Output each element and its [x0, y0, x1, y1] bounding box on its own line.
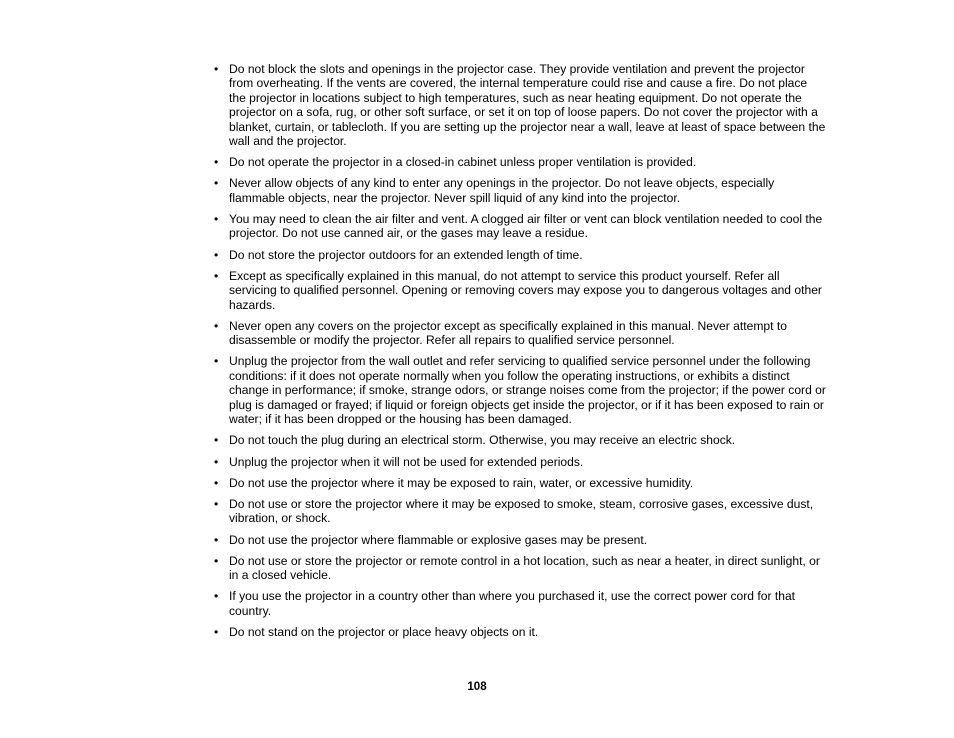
- bullet-icon: •: [214, 589, 219, 604]
- list-item: [214, 248, 826, 262]
- list-item-text: Do not stand on the projector or place heavy objects on it.: [229, 624, 539, 639]
- list-item-text: Unplug the projector from the wall outlet and refer servicing to qualified service personnel under the following conditions: if it does not operate normally when you follow the operating instructions, or exhibits a distinct change in performance; if smoke, strange odors, or strange noises come from the projector; if the power cord or plug is damaged or frayed; if liquid or foreign objects get inside the projector, or if it has been exposed to rain or water; if it has been dropped or the housing has been damaged.: [229, 354, 826, 427]
- list-item: [214, 62, 826, 148]
- list-item-text: Do not use the projector where it may be exposed to rain, water, or excessive humidity.: [229, 475, 694, 490]
- bullet-icon: •: [214, 354, 219, 369]
- list-item: [214, 354, 826, 426]
- bullet-icon: •: [214, 553, 219, 568]
- bullet-icon: •: [214, 454, 219, 469]
- bullet-icon: •: [214, 496, 219, 511]
- list-item-text: You may need to clean the air filter and vent. A clogged air filter or vent can block ventilation needed to cool the projector. Do not use canned air, or the gases may leave a residue.: [229, 212, 823, 241]
- bullet-icon: •: [214, 62, 219, 76]
- bullet-icon: •: [214, 268, 219, 283]
- bullet-icon: •: [214, 176, 219, 191]
- list-item-text: Do not block the slots and openings in the projector case. They provide ventilation and prevent the projector from overheating. If the vents are covered, the internal temperature could rise and cause a fire. Do not place the projector in locations subject to high temperatures, such as near heating equipment. Do not operate the projector on a sofa, rug, or other soft surface, or set it on top of loose papers. Do not cover the projector with a blanket, curtain, or tablecloth. If you are setting up the projector near a wall, leave at least of space between the wall and the projector.: [229, 62, 826, 149]
- document-body: [214, 62, 826, 646]
- bullet-icon: •: [214, 475, 219, 490]
- list-item: [214, 476, 826, 490]
- bullet-icon: •: [214, 247, 219, 262]
- list-item-text: If you use the projector in a country other than where you purchased it, use the correct power cord for that country.: [229, 589, 796, 618]
- list-item-text: Do not use or store the projector where it may be exposed to smoke, steam, corrosive gases, excessive dust, vibration, or shock.: [229, 496, 814, 526]
- safety-bullet-list: [214, 62, 826, 639]
- bullet-icon: •: [214, 532, 219, 547]
- page-number: 108: [467, 681, 487, 693]
- list-item-text: Do not use or store the projector or remote control in a hot location, such as near a heater, in direct sunlight, or in a closed vehicle.: [229, 553, 820, 583]
- list-item-text: Except as specifically explained in this manual, do not attempt to service this product yourself. Refer all servicing to qualified personnel. Opening or removing covers may expose you to dangerous voltages and other hazards.: [229, 268, 822, 312]
- list-item: [214, 155, 826, 169]
- list-item: [214, 176, 826, 205]
- bullet-icon: •: [214, 624, 219, 639]
- list-item: [214, 554, 826, 583]
- list-item-text: Do not operate the projector in a closed-in cabinet unless proper ventilation is provided.: [229, 155, 697, 170]
- bullet-icon: •: [214, 433, 219, 448]
- list-item: [214, 589, 826, 618]
- list-item: [214, 212, 826, 241]
- list-item: [214, 533, 826, 547]
- list-item: [214, 625, 826, 639]
- list-item: [214, 319, 826, 348]
- list-item-text: Do not use the projector where flammable or explosive gases may be present.: [229, 532, 648, 547]
- list-item: [214, 433, 826, 447]
- list-item-text: Do not store the projector outdoors for an extended length of time.: [229, 247, 583, 262]
- bullet-icon: •: [214, 212, 219, 227]
- list-item: [214, 497, 826, 526]
- list-item-text: Never open any covers on the projector except as specifically explained in this manual. Never attempt to disassemble or modify the projector. Refer all repairs to qualified service personnel.: [229, 318, 787, 348]
- list-item-text: Unplug the projector when it will not be used for extended periods.: [229, 454, 584, 469]
- bullet-icon: •: [214, 155, 219, 170]
- list-item: [214, 269, 826, 312]
- list-item: [214, 455, 826, 469]
- list-item-text: Do not touch the plug during an electrical storm. Otherwise, you may receive an electric shock.: [229, 433, 736, 448]
- bullet-icon: •: [214, 318, 219, 333]
- list-item-text: Never allow objects of any kind to enter any openings in the projector. Do not leave objects, especially flammable objects, near the projector. Never spill liquid of any kind into the projector.: [229, 176, 775, 205]
